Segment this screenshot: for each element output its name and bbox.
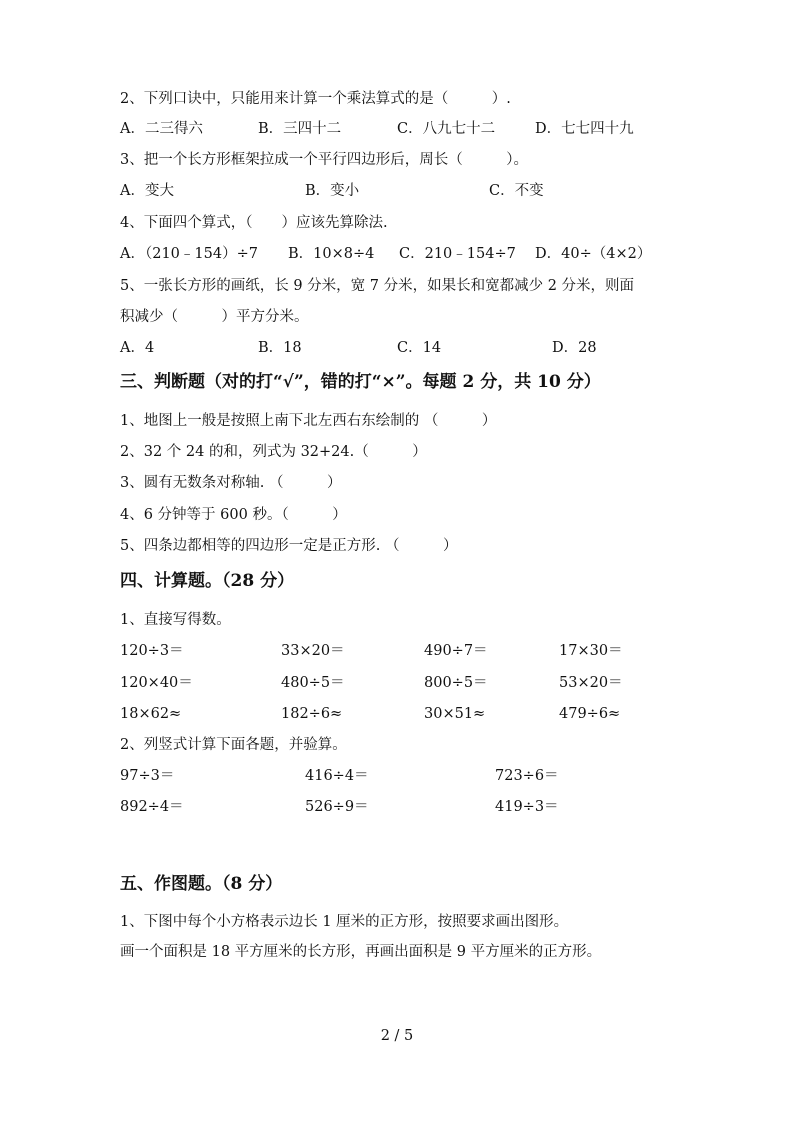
page-number: 2 / 5 — [380, 1028, 414, 1044]
question-5-stem-line1: 5、一张长方形的画纸，长 9 分米，宽 7 分米，如果长和宽都减少 2 分米，则面 — [120, 278, 635, 294]
draw-instruction-2: 画一个面积是 18 平方厘米的长方形，再画出面积是 9 平方厘米的正方形。 — [120, 944, 602, 960]
q2-option-a: A．二三得六 — [120, 121, 203, 137]
question-4-stem: 4、下面四个算式，（ ）应该先算除法. — [120, 215, 388, 231]
calc-cell: 53×20＝ — [559, 675, 623, 691]
vertical-calc-cell: 526÷9＝ — [305, 799, 369, 815]
q5-option-b: B．18 — [258, 340, 302, 356]
q4-option-b: B．10×8÷4 — [288, 246, 375, 262]
calc-cell: 120÷3＝ — [120, 643, 184, 659]
vertical-calc-cell: 723÷6＝ — [495, 768, 559, 784]
vertical-calc-cell: 419÷3＝ — [495, 799, 559, 815]
q3-option-b: B．变小 — [305, 183, 360, 199]
q3-option-a: A．变大 — [120, 183, 174, 199]
section-4-heading: 四、计算题。（28 分） — [120, 571, 295, 591]
q5-option-d: D．28 — [552, 340, 597, 356]
question-3-stem: 3、把一个长方形框架拉成一个平行四边形后，周长（ ）。 — [120, 152, 528, 168]
section-3-heading: 三、判断题（对的打“√”，错的打“×”。每题 2 分，共 10 分） — [120, 372, 601, 392]
calc-sub-1: 1、直接写得数。 — [120, 612, 231, 628]
q4-option-c: C．210﹣154÷7 — [399, 246, 516, 262]
q4-option-d: D．40÷（4×2） — [535, 246, 652, 262]
q3-option-c: C．不变 — [489, 183, 544, 199]
calc-cell: 800÷5＝ — [424, 675, 488, 691]
calc-cell: 33×20＝ — [281, 643, 345, 659]
section-5-heading: 五、作图题。（8 分） — [120, 874, 283, 894]
q2-option-d: D．七七四十九 — [535, 121, 634, 137]
calc-cell: 30×51≈ — [424, 706, 486, 722]
question-5-stem-line2: 积减少（ ）平方分米。 — [120, 309, 309, 325]
tf-item-5: 5、四条边都相等的四边形一定是正方形. （ ） — [120, 538, 458, 554]
q4-option-a: A．（210﹣154）÷7 — [120, 246, 258, 262]
vertical-calc-cell: 892÷4＝ — [120, 799, 184, 815]
calc-cell: 480÷5＝ — [281, 675, 345, 691]
q2-option-b: B．三四十二 — [258, 121, 342, 137]
tf-item-2: 2、32 个 24 的和，列式为 32+24.（ ） — [120, 444, 427, 460]
tf-item-3: 3、圆有无数条对称轴. （ ） — [120, 475, 342, 491]
q2-option-c: C．八九七十二 — [397, 121, 496, 137]
calc-cell: 182÷6≈ — [281, 706, 343, 722]
calc-cell: 490÷7＝ — [424, 643, 488, 659]
draw-instruction-1: 1、下图中每个小方格表示边长 1 厘米的正方形，按照要求画出图形。 — [120, 914, 569, 930]
calc-cell: 479÷6≈ — [559, 706, 621, 722]
calc-cell: 17×30＝ — [559, 643, 623, 659]
tf-item-1: 1、地图上一般是按照上南下北左西右东绘制的 （ ） — [120, 413, 497, 429]
calc-sub-2: 2、列竖式计算下面各题，并验算。 — [120, 737, 347, 753]
q5-option-c: C．14 — [397, 340, 442, 356]
question-2-stem: 2、下列口诀中，只能用来计算一个乘法算式的是（ ）. — [120, 91, 511, 107]
calc-cell: 120×40＝ — [120, 675, 193, 691]
tf-item-4: 4、6 分钟等于 600 秒。（ ） — [120, 507, 347, 523]
vertical-calc-cell: 97÷3＝ — [120, 768, 175, 784]
q5-option-a: A．4 — [120, 340, 155, 356]
vertical-calc-cell: 416÷4＝ — [305, 768, 369, 784]
calc-cell: 18×62≈ — [120, 706, 182, 722]
